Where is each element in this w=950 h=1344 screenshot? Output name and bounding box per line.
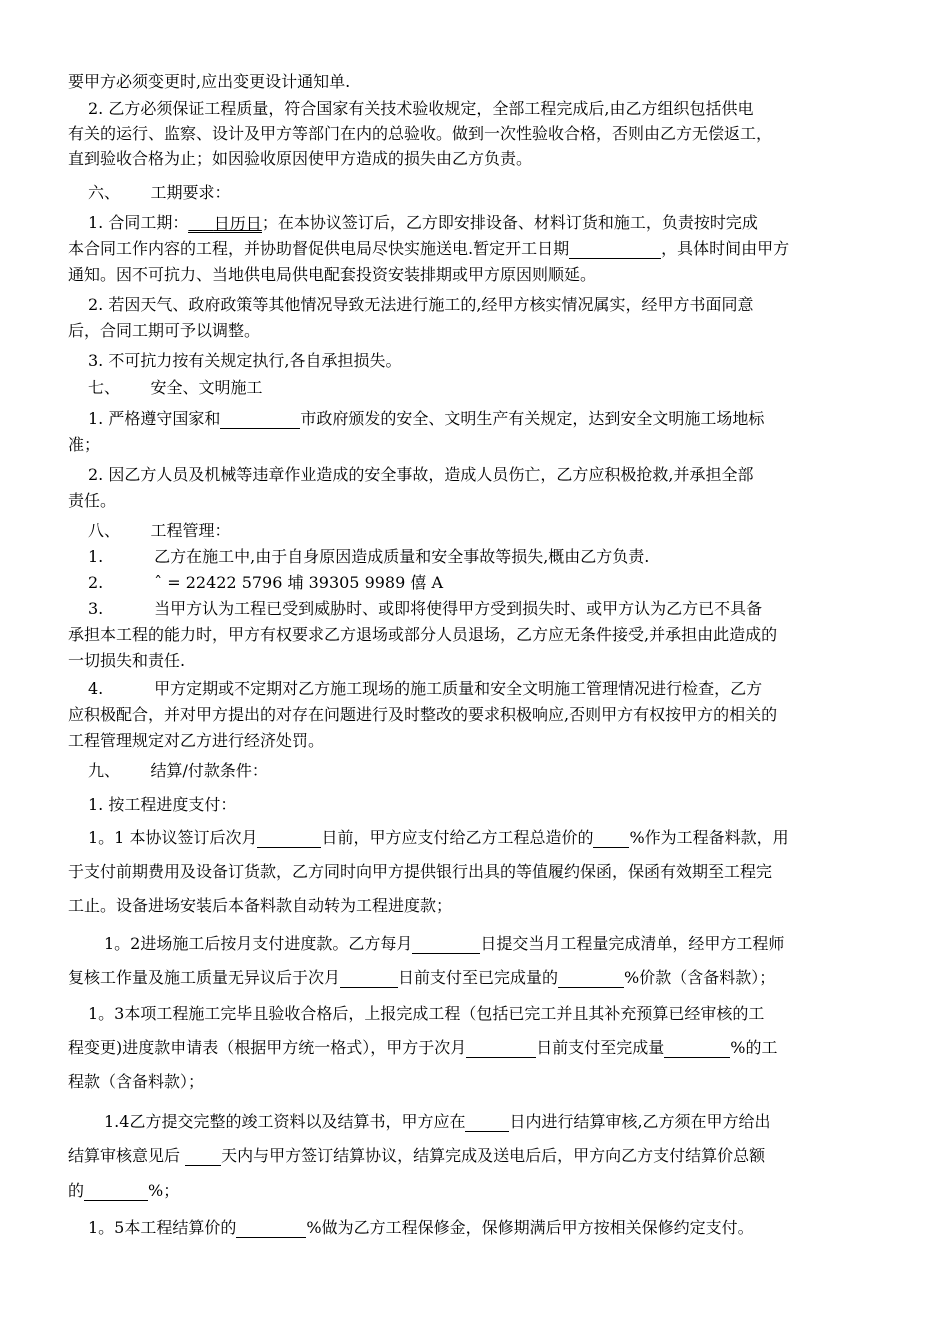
text-line (88, 99, 753, 119)
text-line (68, 491, 116, 511)
text-line (88, 295, 753, 315)
text: 市政府颁发的安全、文明生产有关规定，达到安全文明施工场地标 (300, 409, 765, 428)
text-line (88, 599, 762, 619)
text-line (88, 409, 764, 429)
text: 工止。设备进场安装后本备料款自动转为工程进度款； (68, 896, 453, 915)
text-line (104, 1112, 771, 1132)
text: 有关的运行、监察、设计及甲方等部门在内的总验收。做到一次性验收合格，否则由乙方无偿返工， (68, 124, 773, 143)
text: 4. 甲方定期或不定期对乙方施工现场的施工质量和安全文明施工管理情况进行检查，乙方 (88, 679, 763, 698)
text: %做为乙方工程保修金，保修期满后甲方按相关保修约定支付。 (306, 1218, 754, 1237)
text: 1. 按工程进度支付： (88, 795, 237, 814)
text: 天内与甲方签订结算协议，结算完成及送电后后，甲方向乙方支付结算价总额 (221, 1146, 766, 1165)
text-line (68, 625, 777, 645)
text: 1. 严格遵守国家和 (88, 409, 221, 428)
blank-field (664, 1039, 730, 1058)
text: 1。1 本协议签订后次月 (88, 828, 258, 847)
text: 本合同工作内容的工程，并协助督促供电局尽快实施送电.暂定开工日期 (68, 239, 570, 258)
blank-field (220, 410, 300, 429)
text: 3. 不可抗力按有关规定执行,各自承担损失。 (88, 351, 402, 370)
section-heading (88, 761, 268, 781)
section-heading (88, 183, 231, 203)
text-line (68, 896, 452, 916)
text-line (68, 651, 185, 671)
text: 九、 结算/付款条件： (88, 761, 268, 780)
text: 直到验收合格为止；如因验收原因使甲方造成的损失由乙方负责。 (68, 149, 533, 168)
blank-field (185, 1147, 221, 1166)
blank-field (257, 829, 321, 848)
text-line (68, 1072, 204, 1092)
text: 日前，甲方应支付给乙方工程总造价的 (321, 828, 594, 847)
text: 复核工作量及施工质量无异议后于次月 (68, 968, 341, 987)
text-line (88, 679, 762, 699)
text: 日前支付至已完成量的 (398, 968, 559, 987)
text-line (88, 1218, 754, 1238)
text-line (68, 124, 772, 144)
text: 责任。 (68, 491, 117, 510)
section-heading (88, 378, 263, 398)
blank-field (340, 969, 398, 988)
blank-field (466, 1039, 536, 1058)
text: 2. 乙方必须保证工程质量，符合国家有关技术验收规定，全部工程完成后,由乙方组织包括供电 (88, 99, 754, 118)
blank-field (84, 1182, 148, 1201)
text: 2. ˆ = 22422 5796 埔 39305 9989 僖 A (88, 573, 444, 592)
text-line (68, 435, 100, 455)
text: 1。2进场施工后按月支付进度款。乙方每月 (104, 934, 413, 953)
text: %； (148, 1181, 180, 1200)
text: 日历日 (213, 214, 262, 233)
text: ；在本协议签订后，乙方即安排设备、材料订货和施工，负责按时完成 (261, 213, 758, 232)
text: 结算审核意见后 (68, 1146, 186, 1165)
text: 1. 乙方在施工中,由于自身原因造成质量和安全事故等损失,概由乙方负责. (88, 547, 650, 566)
text: %的工 (730, 1038, 778, 1057)
blank-field (569, 240, 661, 259)
text-line (88, 213, 758, 233)
text-line (88, 547, 649, 567)
blank-field (236, 1219, 306, 1238)
text: %价款（含备料款）； (624, 968, 776, 987)
text: 3. 当甲方认为工程已受到威胁时、或即将使得甲方受到损失时、或甲方认为乙方已不具备 (88, 599, 763, 618)
text-line (68, 731, 324, 751)
text-line (68, 705, 777, 725)
text: 一切损失和责任. (68, 651, 186, 670)
text: 日提交当月工程量完成清单，经甲方工程师 (480, 934, 785, 953)
text-line (88, 795, 236, 815)
text: 日内进行结算审核,乙方须在甲方给出 (509, 1112, 771, 1131)
text-line (68, 1146, 765, 1166)
text-line (88, 828, 789, 848)
text: 1. 合同工期： (88, 213, 189, 232)
text-line (68, 862, 772, 882)
text-line (88, 465, 753, 485)
text: 的 (68, 1181, 85, 1200)
text-line (68, 1181, 179, 1201)
blank-field (465, 1113, 509, 1132)
text: ，具体时间由甲方 (661, 239, 790, 258)
text: 承担本工程的能力时，甲方有权要求乙方退场或部分人员退场，乙方应无条件接受,并承担由此造成的 (68, 625, 778, 644)
text: 七、 安全、文明施工 (88, 378, 263, 397)
text-line (68, 72, 350, 92)
text: 1。5本工程结算价的 (88, 1218, 237, 1237)
text: %作为工程备料款，用 (629, 828, 789, 847)
blank-field (188, 214, 261, 233)
text: 日前支付至完成量 (536, 1038, 665, 1057)
text-line (88, 1004, 764, 1024)
section-heading (88, 521, 231, 541)
text: 准； (68, 435, 101, 454)
text: 要甲方必须变更时,应出变更设计通知单. (68, 72, 351, 91)
text: 工程管理规定对乙方进行经济处罚。 (68, 731, 325, 750)
text: 于支付前期费用及设备订货款，乙方同时向甲方提供银行出具的等值履约保函，保函有效期至工程完 (68, 862, 773, 881)
text-line (68, 265, 596, 285)
text: 八、 工程管理： (88, 521, 231, 540)
text: 通知。因不可抗力、当地供电局供电配套投资安装排期或甲方原因则顺延。 (68, 265, 597, 284)
blank-field (558, 969, 624, 988)
blank-field (412, 935, 480, 954)
text: 1.4乙方提交完整的竣工资料以及结算书，甲方应在 (104, 1112, 466, 1131)
text-line (68, 149, 532, 169)
text-line (104, 934, 784, 954)
text: 应积极配合，并对甲方提出的对存在问题进行及时整改的要求积极响应,否则甲方有权按甲方的相关的 (68, 705, 778, 724)
text-line (68, 239, 789, 259)
text-line (88, 573, 443, 593)
blank-field (593, 829, 629, 848)
text: 1。3本项工程施工完毕且验收合格后，上报完成工程（包括已完工并且其补充预算已经审核的工 (88, 1004, 765, 1023)
text-line (68, 321, 260, 341)
text: 2. 若因天气、政府政策等其他情况导致无法进行施工的,经甲方核实情况属实，经甲方书面同意 (88, 295, 754, 314)
text-line (88, 351, 401, 371)
text-line (68, 1038, 777, 1058)
text: 程款（含备料款）； (68, 1072, 205, 1091)
text: 程变更)进度款申请表（根据甲方统一格式），甲方于次月 (68, 1038, 467, 1057)
text: 后，合同工期可予以调整。 (68, 321, 261, 340)
text: 六、 工期要求： (88, 183, 231, 202)
text: 2. 因乙方人员及机械等违章作业造成的安全事故，造成人员伤亡，乙方应积极抢救,并承担全部 (88, 465, 754, 484)
text-line (68, 968, 775, 988)
